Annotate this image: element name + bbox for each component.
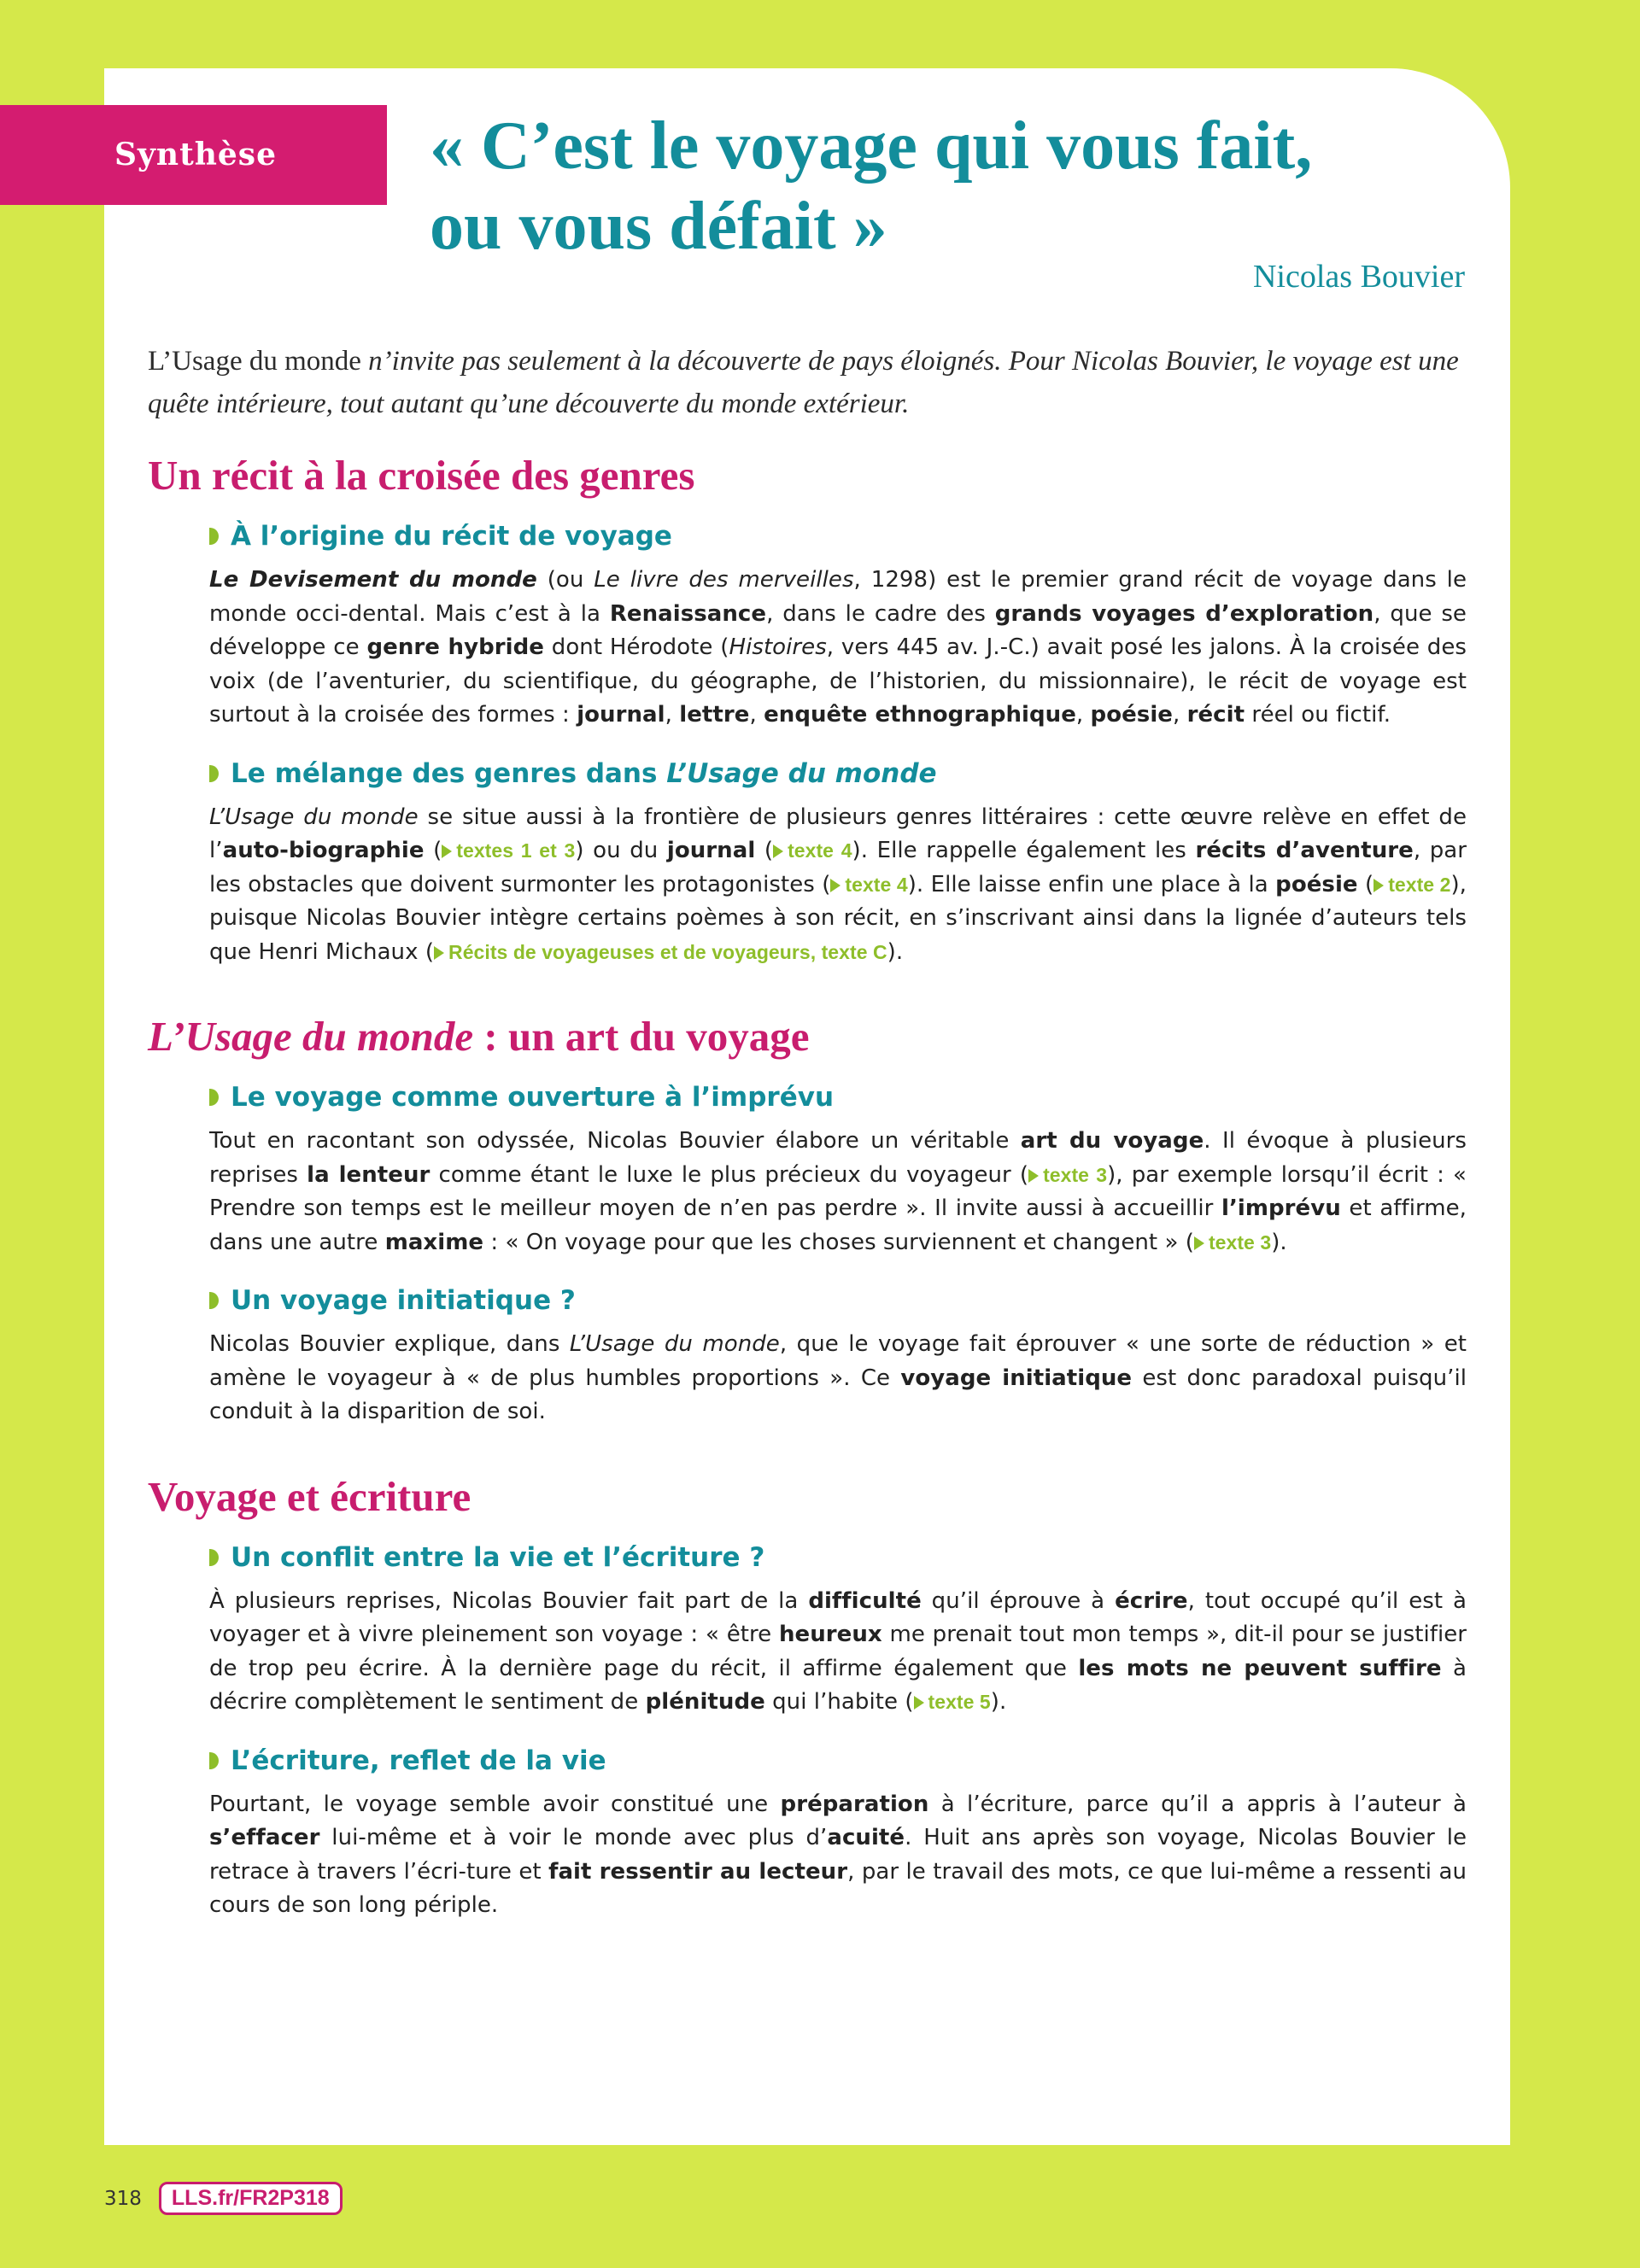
chevron-icon bbox=[209, 1089, 219, 1106]
subsection-paragraph: À plusieurs reprises, Nicolas Bouvier fait part de la difficulté qu’il éprouve à écrire, tout occupé qu’il est à voyager et à vivre pleinement son voyage : « être heureux me prenait tout mon temps », dit-il pour se justifier de trop peu écrire. À la dernière page du récit, il affirme également que les mots ne peuvent suffire à décrire complètement le sentiment de plénitude qui l’habite ( texte 5). bbox=[209, 1587, 1467, 1715]
play-arrow-icon bbox=[830, 879, 840, 892]
subsection-title: Le mélange des genres dans L’Usage du monde bbox=[209, 755, 1467, 792]
page-number: 318 bbox=[104, 2187, 142, 2210]
chevron-icon bbox=[209, 765, 219, 782]
subsection-title: Un voyage initiatique ? bbox=[209, 1282, 1467, 1319]
cross-reference-link[interactable]: texte 2 bbox=[1374, 874, 1450, 896]
chevron-icon bbox=[209, 1292, 219, 1309]
section-title: Voyage et écriture bbox=[148, 1472, 472, 1520]
cross-reference-link[interactable]: textes 1 et 3 bbox=[442, 839, 575, 862]
play-arrow-icon bbox=[1028, 1169, 1039, 1183]
chevron-icon bbox=[209, 1549, 219, 1566]
subsection bbox=[209, 517, 1467, 733]
subsection-title: À l’origine du récit de voyage bbox=[209, 517, 1467, 555]
section-title: Un récit à la croisée des genres bbox=[148, 452, 695, 499]
play-arrow-icon bbox=[434, 946, 444, 960]
cross-reference-link[interactable]: texte 4 bbox=[773, 839, 852, 862]
subsection-paragraph: L’Usage du monde se situe aussi à la frontière de plusieurs genres littéraires : cette œuvre relève en effet de l’auto-biographie ( textes 1 et 3) ou du journal ( texte 4). Elle rappelle également les récits d’aventure, par les obstacles que doivent surmonter les protagonistes ( texte 4). Elle laisse enfin une place à la poésie ( texte 2), puisque Nicolas Bouvier intègre certains poèmes à son récit, en s’inscrivant ainsi dans la lignée d’auteurs tels que Henri Michaux ( Récits de voyageuses et de voyageurs, texte C). bbox=[209, 804, 1467, 965]
subsection-paragraph: Tout en racontant son odyssée, Nicolas Bouvier élabore un véritable art du voyage. Il évoque à plusieurs reprises la lenteur comme étant le luxe le plus précieux du voyageur ( texte 3), par exemple lorsqu’il écrit : « Prendre son temps est le meilleur moyen de n’en pas perdre ». Il invite aussi à accueillir l’imprévu et affirme, dans une autre maxime : « On voyage pour que les choses surviennent et changent » ( texte 3). bbox=[209, 1128, 1467, 1255]
section-tag: Synthèse bbox=[0, 105, 387, 205]
subsection bbox=[209, 1078, 1467, 1260]
play-arrow-icon bbox=[1374, 879, 1384, 892]
play-arrow-icon bbox=[1194, 1236, 1204, 1250]
chevron-icon bbox=[209, 1752, 219, 1769]
cross-reference-link[interactable]: texte 5 bbox=[914, 1691, 991, 1713]
cross-reference-link[interactable]: texte 4 bbox=[830, 874, 907, 896]
subsection-paragraph: Pourtant, le voyage semble avoir constitué une préparation à l’écriture, parce qu’il a appris à l’auteur à s’effacer lui-même et à voir le monde avec plus d’acuité. Huit ans après son voyage, Nicolas Bouvier le retrace à travers l’écri-ture et fait ressentir au lecteur, par le travail des mots, ce que lui-même a ressenti au cours de son long périple. bbox=[209, 1791, 1467, 1918]
page-footer bbox=[104, 2182, 343, 2215]
page-title bbox=[430, 106, 1438, 266]
quote-author: Nicolas Bouvier bbox=[1252, 259, 1465, 295]
play-arrow-icon bbox=[773, 845, 783, 858]
subsection-title: Un conflit entre la vie et l’écriture ? bbox=[209, 1539, 1467, 1576]
subsection bbox=[209, 1539, 1467, 1720]
title-line-2: ou vous défait » bbox=[430, 189, 887, 264]
subsection-title: Le voyage comme ouverture à l’imprévu bbox=[209, 1078, 1467, 1116]
intro-paragraph bbox=[148, 340, 1467, 425]
subsection-paragraph: Le Devisement du monde (ou Le livre des merveilles, 1298) est le premier grand récit de voyage dans le monde occi-dental. Mais c’est à la Renaissance, dans le cadre des grands voyages d’exploration, que se développe ce genre hybride dont Hérodote (Histoires, vers 445 av. J.-C.) avait posé les jalons. À la croisée des voix (de l’aventurier, du scientifique, du géographe, de l’historien, du missionnaire), le récit de voyage est surtout à la croisée des formes : journal, lettre, enquête ethnographique, poésie, récit réel ou fictif. bbox=[209, 567, 1467, 728]
section-title: L’Usage du monde : un art du voyage bbox=[148, 1013, 810, 1060]
main-content bbox=[148, 340, 1467, 1945]
intro-book-title: L’Usage du monde bbox=[148, 346, 361, 377]
subsection-paragraph: Nicolas Bouvier explique, dans L’Usage du monde, que le voyage fait éprouver « une sorte de réduction » et amène le voyageur à « de plus humbles proportions ». Ce voyage initiatique est donc paradoxal puisqu’il conduit à la disparition de soi. bbox=[209, 1331, 1467, 1424]
cross-reference-link[interactable]: Récits de voyageuses et de voyageurs, texte C bbox=[434, 941, 887, 963]
chevron-icon bbox=[209, 528, 219, 545]
lls-link[interactable]: LLS.fr/FR2P318 bbox=[159, 2182, 343, 2215]
subsection-title: L’écriture, reflet de la vie bbox=[209, 1742, 1467, 1780]
subsection bbox=[209, 1282, 1467, 1429]
title-line-1: « C’est le voyage qui vous fait, bbox=[430, 108, 1313, 184]
cross-reference-link[interactable]: texte 3 bbox=[1028, 1164, 1107, 1186]
subsection bbox=[209, 1742, 1467, 1923]
intro-text: n’invite pas seulement à la découverte de pays éloignés. Pour Nicolas Bouvier, le voyage est une quête intérieure, tout autant qu’une découverte du monde extérieur. bbox=[148, 346, 1459, 419]
play-arrow-icon bbox=[914, 1696, 924, 1710]
subsection bbox=[209, 755, 1467, 970]
play-arrow-icon bbox=[442, 845, 452, 858]
cross-reference-link[interactable]: texte 3 bbox=[1194, 1231, 1271, 1254]
